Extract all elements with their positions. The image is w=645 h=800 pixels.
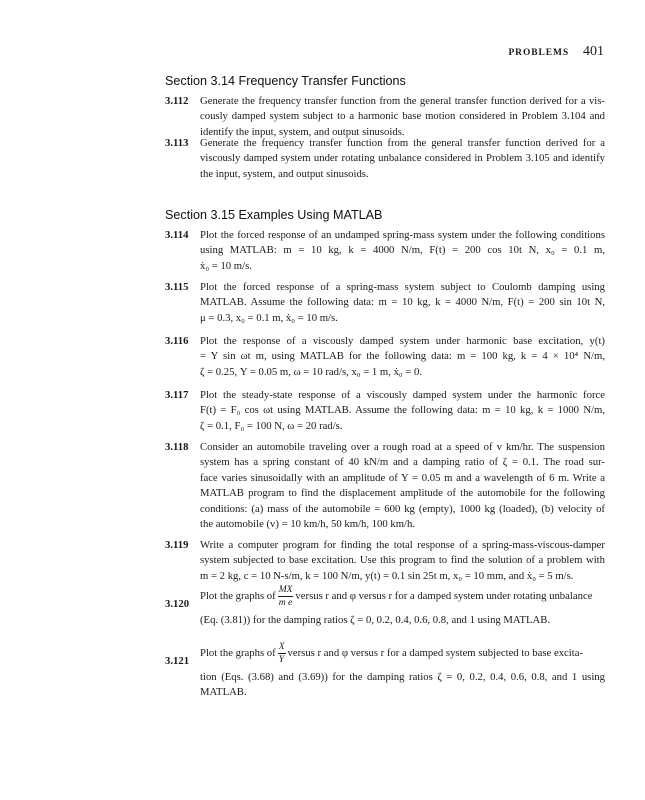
problem-number: 3.119 xyxy=(165,539,189,551)
problem xyxy=(165,538,605,584)
problem-number: 3.112 xyxy=(165,95,189,107)
problem-line: viscously damped system under rotating unbalance considered in Problem 3.105 and identify xyxy=(200,152,605,165)
problem-line: Plot the forced response of an undamped spring-mass system under the following conditions xyxy=(200,229,605,241)
problem-line: system has a spring constant of 40 kN/m and a damping ratio of ζ = 0.1. The road sur- xyxy=(200,456,605,469)
problem xyxy=(165,280,605,326)
problem-line xyxy=(200,641,605,666)
problem-line: Generate the frequency transfer function from the general transfer function derived for a xyxy=(200,137,605,149)
problem-number: 3.116 xyxy=(165,335,189,347)
fraction xyxy=(278,584,294,609)
problem xyxy=(165,334,605,380)
problem-line xyxy=(200,584,605,609)
problem-number: 3.115 xyxy=(165,281,189,293)
problem-number: 3.114 xyxy=(165,229,189,241)
problem-line: Plot the response of a viscously damped system under harmonic base excitation, y(t) xyxy=(200,335,605,347)
problem-line: m = 2 kg, c = 10 N-s/m, k = 100 N/m, y(t) = 0.1 sin 25t m, x₀ = 10 mm, and ẋ₀ = 5 m/s. xyxy=(200,569,574,582)
problem-line: ẋ₀ = 10 m/s. xyxy=(200,259,252,272)
page-number: 401 xyxy=(583,44,604,59)
running-head xyxy=(0,42,604,60)
running-head-label: PROBLEMS xyxy=(508,48,569,58)
section-heading: Section 3.14 Frequency Transfer Functions xyxy=(165,74,406,88)
problem-line: tion (Eqs. (3.68) and (3.69)) for the damping ratios ζ = 0, 0.2, 0.4, 0.6, 0.8, and 1 using xyxy=(200,671,605,683)
problem-line: μ = 0.3, x₀ = 0.1 m, ẋ₀ = 10 m/s. xyxy=(200,311,338,324)
fraction xyxy=(278,641,286,666)
fraction-denominator: m e xyxy=(278,598,293,608)
problem-line: MATLAB program to find the displacement amplitude of the automobile for the following xyxy=(200,487,605,500)
problem-line: Generate the frequency transfer function from the general transfer function derived for a vis- xyxy=(200,95,605,107)
problem-line: MATLAB. xyxy=(200,686,247,699)
problem-number: 3.118 xyxy=(165,441,189,453)
problem-line: the input, system, and output sinusoids. xyxy=(200,167,369,180)
problem xyxy=(165,136,605,182)
fraction-numerator: X xyxy=(278,642,285,652)
problem-line: conditions: (a) mass of the automobile = 600 kg (empty), 1000 kg (loaded), (b) velocity of xyxy=(200,502,605,515)
problem-line: ζ = 0.25, Y = 0.05 m, ω = 10 rad/s, x₀ = 1 m, ẋ₀ = 0. xyxy=(200,365,423,378)
fraction-denominator: Y xyxy=(278,655,284,665)
problem-line: Plot the forced response of a spring-mass system subject to Coulomb damping using xyxy=(200,281,605,293)
problem-number: 3.113 xyxy=(165,137,189,149)
problem-number: 3.120 xyxy=(165,598,190,610)
problem-line: identify the input, system, and output sinusoids. xyxy=(200,125,405,138)
problem xyxy=(165,584,605,628)
problem-text: Plot the graphs of xyxy=(200,589,276,602)
problem xyxy=(165,440,605,532)
problem-line: using MATLAB: m = 10 kg, k = 4000 N/m, F(t) = 200 cos 10t N, x₀ = 0.1 m, xyxy=(200,244,605,257)
problem-line: cously damped system subject to a harmonic base motion considered in Problem 3.104 and xyxy=(200,110,605,123)
fraction-numerator: MX xyxy=(278,585,293,595)
section-heading: Section 3.15 Examples Using MATLAB xyxy=(165,208,383,222)
problem-line: ζ = 0.1, F₀ = 100 N, ω = 20 rad/s. xyxy=(200,419,343,432)
problem xyxy=(165,641,605,701)
problem-line: Consider an automobile traveling over a rough road at a speed of v km/hr. The suspension xyxy=(200,441,605,453)
problem-line: Plot the steady-state response of a viscously damped system under the harmonic force xyxy=(200,389,605,401)
problem xyxy=(165,228,605,274)
problem-line: = Y sin ωt m, using MATLAB for the following data: m = 100 kg, k = 4 × 10⁴ N/m, xyxy=(200,350,605,363)
problem-line: F(t) = F₀ cos ωt using MATLAB. Assume the following data: m = 10 kg, k = 1000 N/m, xyxy=(200,404,605,417)
problem xyxy=(165,94,605,140)
problem-text: versus r and φ versus r for a damped system subjected to base excita- xyxy=(287,646,584,659)
problem xyxy=(165,388,605,434)
problem-text: versus r and φ versus r for a damped system under rotating unbalance xyxy=(295,589,593,602)
problem-number: 3.117 xyxy=(165,389,189,401)
problem-line: MATLAB. Assume the following data: m = 10 kg, k = 4000 N/m, F(t) = 200 sin 10t N, xyxy=(200,296,605,309)
problem-text: Plot the graphs of xyxy=(200,646,276,659)
problem-line: system subjected to base excitation. Use this program to find the solution of a problem with xyxy=(200,554,605,567)
problem-line: (Eq. (3.81)) for the damping ratios ζ = 0, 0.2, 0.4, 0.6, 0.8, and 1 using MATLAB. xyxy=(200,614,551,626)
problem-number: 3.121 xyxy=(165,655,190,667)
problem-line: Write a computer program for finding the total response of a spring-mass-viscous-damper xyxy=(200,539,605,551)
problem-line: the automobile (v) = 10 km/h, 50 km/h, 100 km/h. xyxy=(200,518,416,531)
problem-line: face varies sinusoidally with an amplitude of Y = 0.05 m and a wavelength of 6 m. Write a xyxy=(200,471,605,484)
